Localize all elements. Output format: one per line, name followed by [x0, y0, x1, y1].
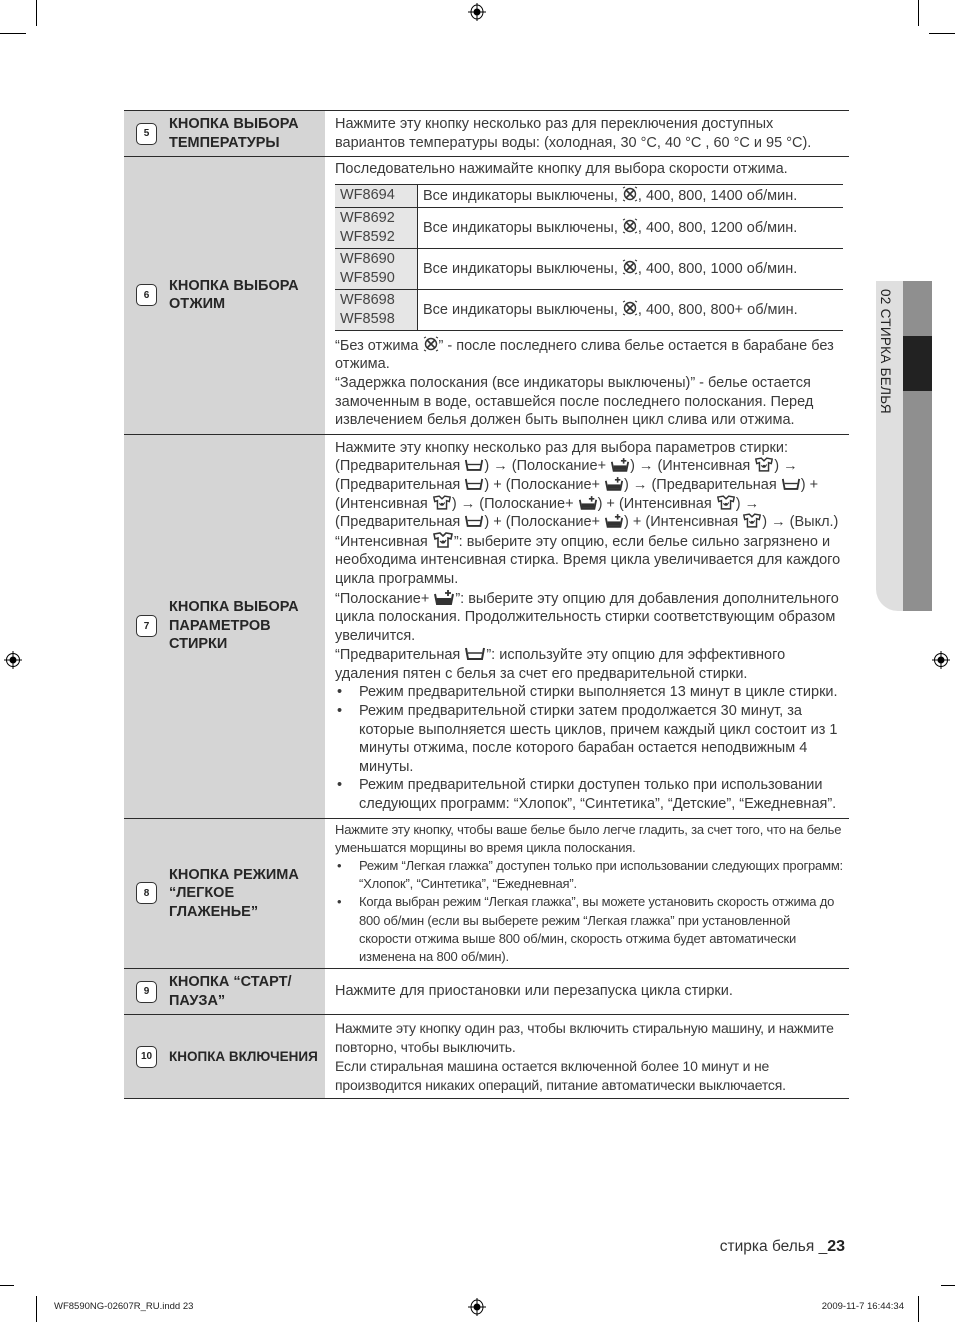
- paren: ): [484, 514, 490, 531]
- paren: ): [451, 495, 457, 512]
- side-tab-label: 02 СТИРКА БЕЛЬЯ: [878, 289, 893, 414]
- description-text: Если стиральная машина остается включенной более 10 минут и не производится никаких операций, питание автоматически выключается.: [335, 1057, 786, 1093]
- prewash-icon: [464, 513, 484, 528]
- row-label: КНОПКА РЕЖИМА “ЛЕГКОЕ ГЛАЖЕНЬЕ”: [169, 866, 299, 920]
- model-name: WF8592: [340, 228, 395, 245]
- registration-mark-icon: [468, 3, 486, 21]
- model-cell: [335, 184, 418, 207]
- section-side-tab: [876, 281, 932, 611]
- rinse-hold-note: “Задержка полоскания (все индикаторы выключены)” - белье остается замоченным в воде, оставшейся после последнего полоскания. Перед извлечением белья должен быть выполнен цикл слива или отжима.: [335, 374, 814, 429]
- number-badge: 5: [136, 123, 157, 145]
- row-description-cell: [325, 1015, 849, 1099]
- row-description-cell: [325, 818, 849, 969]
- crop-mark: [0, 33, 26, 34]
- no-spin-note: [335, 336, 843, 374]
- rinse-plus-icon: [604, 476, 624, 491]
- crop-mark: [941, 1285, 955, 1286]
- rinse-plus-note: [335, 589, 843, 646]
- row-label: КНОПКА ВКЛЮЧЕНИЯ: [169, 1048, 318, 1064]
- crop-mark: [36, 0, 37, 26]
- spin-text: Все индикаторы выключены,: [423, 187, 622, 204]
- model-name: WF8698: [340, 291, 395, 308]
- option-name: (Предварительная: [335, 514, 465, 531]
- number-badge: 7: [136, 615, 157, 637]
- spin-speeds-cell: [418, 184, 844, 207]
- spin-text: Все индикаторы выключены,: [423, 301, 622, 318]
- paren: ): [800, 476, 806, 493]
- row-description-cell: [325, 969, 849, 1015]
- plus-sign: +: [489, 476, 506, 493]
- option-name: (Предварительная: [335, 458, 465, 475]
- crop-mark: [918, 1296, 919, 1322]
- table-row-spin: [124, 157, 849, 435]
- spin-speeds-cell: [418, 248, 844, 289]
- arrow-icon: →: [767, 514, 790, 531]
- number-badge: 8: [136, 882, 157, 904]
- no-spin-text: ” - после последнего слива белье остается в барабане без отжима.: [335, 337, 834, 373]
- row-label-cell: [124, 818, 325, 969]
- row-label: КНОПКА ВЫБОРА ПАРАМЕТРОВ СТИРКИ: [169, 599, 299, 653]
- option-name: (Интенсивная: [657, 458, 755, 475]
- rinse-plus-icon: [610, 457, 630, 472]
- table-row-power: [124, 1015, 849, 1099]
- number-badge: 9: [136, 981, 157, 1003]
- row-label: КНОПКА “СТАРТ/ ПАУЗА”: [169, 974, 292, 1009]
- intensive-wash-icon: [432, 495, 452, 510]
- print-slug-file: WF8590NG-02607R_RU.indd 23: [54, 1301, 194, 1312]
- intensive-wash-icon: [742, 513, 762, 528]
- intensive-note: [335, 532, 843, 589]
- paren: ): [630, 458, 635, 475]
- spin-text: Все индикаторы выключены,: [423, 260, 622, 277]
- option-name: (Полоскание+: [479, 495, 578, 512]
- prewash-icon: [781, 476, 801, 491]
- option-name: (Интенсивная: [645, 514, 743, 531]
- option-off: (Выкл.): [789, 514, 839, 531]
- intensive-title: “Интенсивная: [335, 533, 432, 550]
- registration-mark-icon: [4, 651, 22, 669]
- spin-table-row: [335, 248, 843, 289]
- paren: ): [624, 514, 629, 531]
- spin-table-row: [335, 207, 843, 248]
- prewash-bullet-list: [335, 683, 843, 813]
- arrow-icon: →: [489, 458, 512, 475]
- option-name: (Полоскание+: [505, 476, 605, 493]
- row-label-cell: [124, 157, 325, 435]
- crop-mark: [36, 1296, 37, 1322]
- table-row-wash-options: [124, 434, 849, 818]
- spin-speeds: , 400, 800, 1200 об/мин.: [637, 219, 798, 236]
- prewash-title: “Предварительная: [335, 647, 465, 664]
- plus-sign: +: [628, 514, 646, 531]
- description-intro: Нажмите эту кнопку несколько раз для выбора параметров стирки:: [335, 439, 788, 456]
- rinse-plus-icon: [433, 589, 455, 605]
- description-text: Нажмите эту кнопку несколько раз для переключения доступных вариантов температуры воды: (холодная, 30 °C, 40 °C , 60 °C и 95 °C).: [335, 116, 812, 151]
- model-name: WF8590: [340, 269, 395, 286]
- intensive-wash-icon: [754, 457, 774, 472]
- table-row-temperature: [124, 111, 849, 157]
- option-name: (Интенсивная: [618, 495, 716, 512]
- spin-text: Все индикаторы выключены,: [423, 219, 622, 236]
- model-name: WF8690: [340, 250, 395, 267]
- paren: ): [774, 458, 780, 475]
- row-description-cell: [325, 111, 849, 157]
- footer-section-name: стирка белья _: [719, 1238, 828, 1255]
- easy-iron-bullet-list: [335, 857, 843, 966]
- number-badge: 10: [136, 1046, 157, 1068]
- row-label-cell: [124, 434, 325, 818]
- model-cell: [335, 207, 418, 248]
- description-intro: Последовательно нажимайте кнопку для выбора скорости отжима.: [335, 161, 788, 178]
- crop-mark: [0, 1285, 14, 1286]
- arrow-icon: →: [634, 458, 658, 475]
- no-spin-icon: [622, 300, 638, 316]
- no-spin-icon: [423, 336, 439, 352]
- row-description-cell: [325, 434, 849, 818]
- rinse-plus-icon: [578, 495, 598, 510]
- row-label-cell: [124, 969, 325, 1015]
- rinse-plus-title: “Полоскание+: [335, 590, 434, 607]
- table-row-start-pause: [124, 969, 849, 1015]
- option-name: (Интенсивная: [335, 495, 432, 512]
- option-sequence: [335, 457, 843, 531]
- plus-sign: +: [805, 476, 819, 493]
- prewash-text: ”: используйте эту опцию для эффективного удаления пятен с белья за счет его предварительной стирки.: [335, 647, 786, 682]
- paren: ): [762, 514, 768, 531]
- rinse-plus-icon: [604, 513, 624, 528]
- paren: ): [624, 476, 629, 493]
- prewash-icon: [464, 476, 484, 491]
- plus-sign: +: [602, 495, 619, 512]
- spin-speeds-cell: [418, 207, 844, 248]
- print-slug-datetime: 2009-11-7 16:44:34: [821, 1301, 904, 1312]
- spin-speeds-cell: [418, 289, 844, 330]
- registration-mark-icon: [932, 651, 950, 669]
- prewash-note: [335, 645, 843, 683]
- plus-sign: +: [489, 514, 506, 531]
- intensive-text: ”: выберите эту опцию, если белье сильно загрязнено и необходима интенсивная стирка. Время цикла увеличивается для каждого цикла программы.: [335, 533, 841, 587]
- number-badge: 6: [136, 284, 157, 306]
- description-intro: Нажмите эту кнопку, чтобы ваше белье было легче гладить, за счет того, что на белье уменьшатся морщины во время цикла полоскания.: [335, 821, 842, 855]
- description-text: Нажмите для приостановки или перезапуска цикла стирки.: [335, 983, 733, 1000]
- row-description-cell: [325, 157, 849, 435]
- side-tab-bar: [903, 281, 932, 611]
- row-label: КНОПКА ВЫБОРА ТЕМПЕРАТУРЫ: [169, 116, 299, 151]
- spin-speed-table: [335, 184, 843, 331]
- prewash-icon: [464, 645, 486, 661]
- row-label: КНОПКА ВЫБОРА ОТЖИМ: [169, 277, 299, 313]
- row-label-cell: [124, 1015, 325, 1099]
- list-item: • Режим предварительной стирки выполняется 13 минут в цикле стирки.: [335, 683, 843, 702]
- list-item: • Режим “Легкая глажка” доступен только при использовании следующих программ: “Хлопок”, “Синтетика”, “Ежедневная”.: [335, 857, 843, 893]
- model-cell: [335, 289, 418, 330]
- arrow-icon: →: [456, 495, 480, 512]
- spin-speeds: , 400, 800, 1400 об/мин.: [637, 187, 798, 204]
- intensive-wash-icon: [716, 495, 736, 510]
- spin-speeds: , 400, 800, 1000 об/мин.: [637, 260, 798, 277]
- button-description-table: [124, 110, 849, 1099]
- option-name: (Полоскание+: [505, 514, 605, 531]
- arrow-icon: →: [740, 495, 760, 512]
- row-label-cell: [124, 111, 325, 157]
- paren: ): [484, 476, 490, 493]
- option-name: (Предварительная: [651, 476, 781, 493]
- spin-table-row: [335, 184, 843, 207]
- list-item: • Когда выбран режим “Легкая глажка”, вы можете установить скорость отжима до 800 об/мин (если вы выберете режим “Легкая глажка” при установленной скорости отжима выше 800 об/мин, скорость отжима будет автоматически изменена на 800 об/мин).: [335, 893, 843, 966]
- no-spin-icon: [622, 218, 638, 234]
- option-name: (Полоскание+: [511, 458, 611, 475]
- no-spin-title: “Без отжима: [335, 337, 423, 354]
- description-text: Нажмите эту кнопку один раз, чтобы включить стиральную машину, и нажмите повторно, чтобы выключить.: [335, 1020, 834, 1056]
- page-number: 23: [827, 1238, 845, 1255]
- model-name: WF8692: [340, 209, 395, 226]
- crop-mark: [918, 0, 919, 26]
- model-name: WF8694: [340, 187, 395, 204]
- list-item: • Режим предварительной стирки затем продолжается 30 минут, за которые выполняется шесть циклов, причем каждый цикл состоит из 1 минуты отжима, после которого барабан остается неподвижным 4 минуты.: [335, 702, 843, 776]
- rinse-plus-text: ”: выберите эту опцию для добавления дополнительного цикла полоскания. Продолжительность стирки соответствующим образом увеличится.: [335, 590, 839, 644]
- crop-mark: [929, 33, 955, 34]
- arrow-icon: →: [779, 458, 798, 475]
- page-footer: [720, 1238, 845, 1256]
- side-tab-active-marker: [903, 336, 932, 391]
- registration-mark-icon: [468, 1298, 486, 1316]
- no-spin-icon: [622, 259, 638, 275]
- arrow-icon: →: [628, 476, 652, 493]
- model-cell: [335, 248, 418, 289]
- list-item: • Режим предварительной стирки доступен только при использовании следующих программ: “Хлопок”, “Синтетика”, “Детские”, “Ежедневная”.: [335, 776, 843, 813]
- no-spin-icon: [622, 186, 638, 202]
- model-name: WF8598: [340, 310, 395, 327]
- table-row-easy-iron: [124, 818, 849, 969]
- option-name: (Предварительная: [335, 476, 465, 493]
- spin-table-row: [335, 289, 843, 330]
- paren: ): [735, 495, 741, 512]
- intensive-wash-icon: [432, 532, 454, 548]
- paren: ): [597, 495, 603, 512]
- paren: ): [484, 458, 490, 475]
- prewash-icon: [464, 457, 484, 472]
- spin-speeds: , 400, 800, 800+ об/мин.: [637, 301, 798, 318]
